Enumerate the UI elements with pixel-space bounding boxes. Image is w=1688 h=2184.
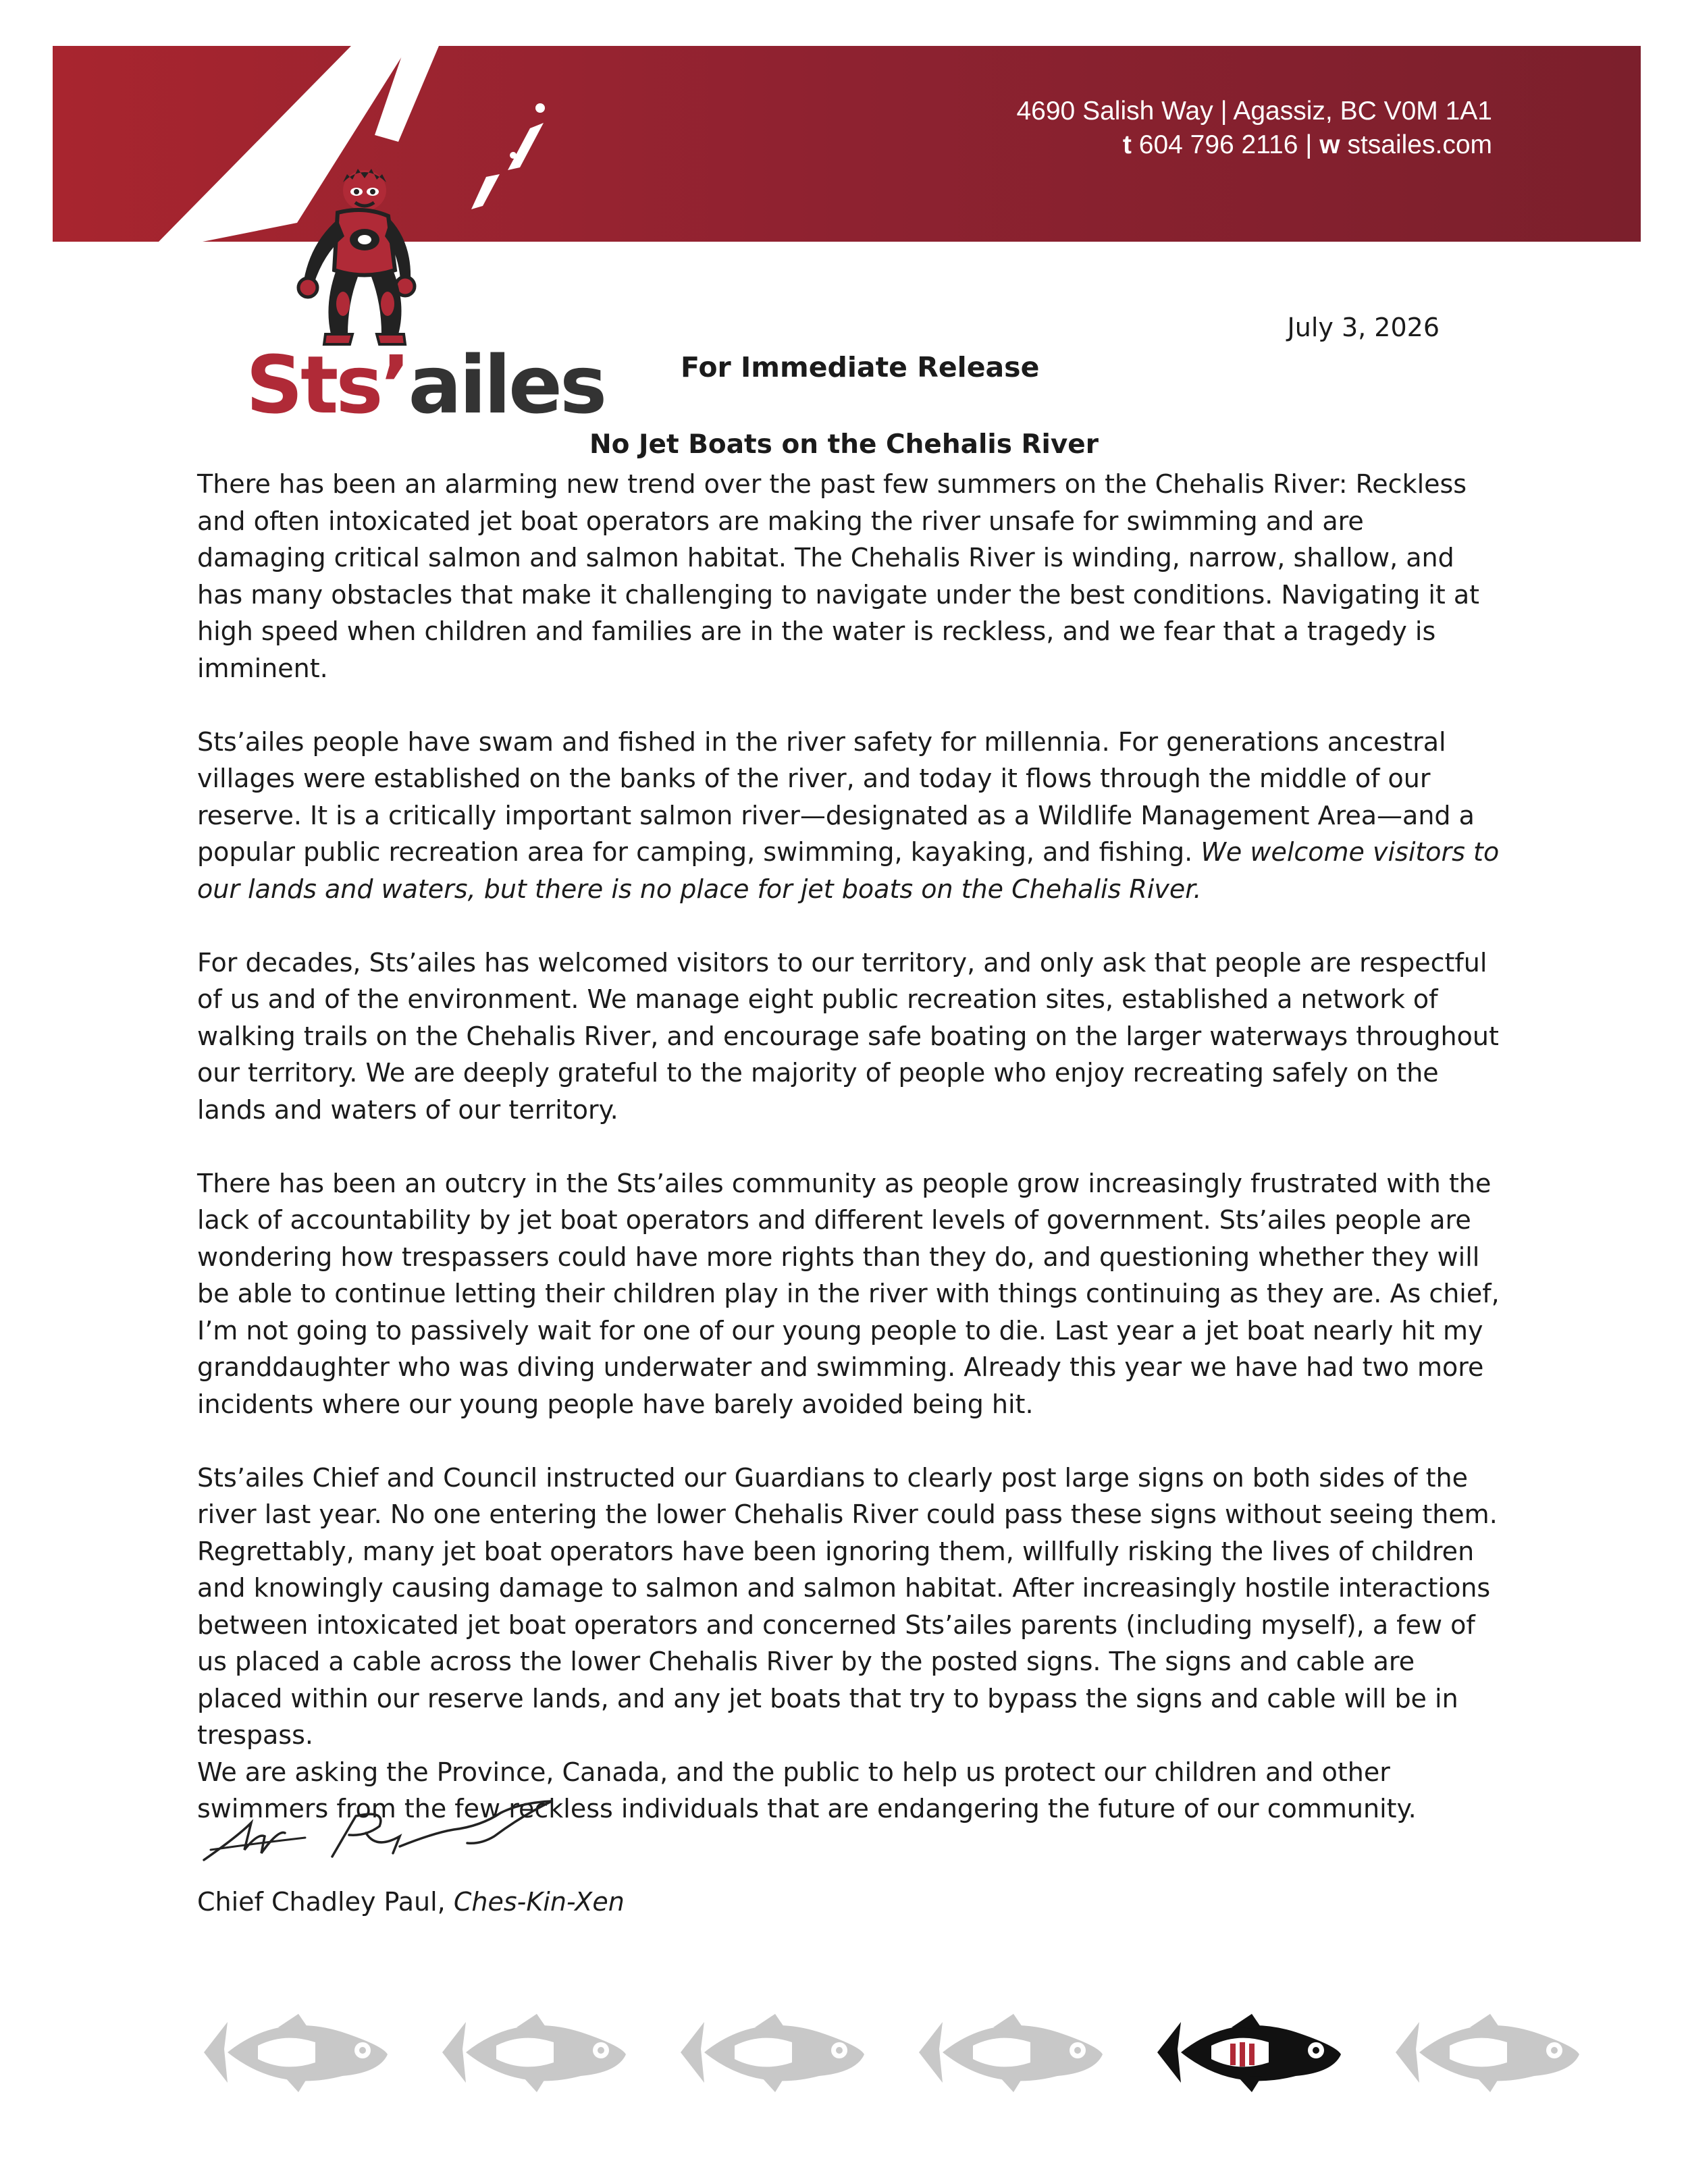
paragraph-2-text: Sts’ailes people have swam and fished in the river safety for millennia. For generations ancestral villages were established on the banks of the river, and today it flows through the middle of our reserve. It is a critically important salmon river—designated as a Wildlife Management Area—and a popular public recreation area for camping, swimming, kayaking, and fishing. [197,726,1475,867]
logo-wordmark-red: Sts’ [246,338,408,431]
letter-date: July 3, 2026 [1287,313,1440,342]
phone-label: t [1122,130,1132,159]
paragraph-1: There has been an alarming new trend over the past few summers on the Chehalis River: Reckless and often intoxicated jet boat operators are making the river unsafe for swimming and are damaging critical salmon and salmon habitat. The Chehalis River is winding, narrow, shallow, and has many obstacles that make it challenging to navigate under the best conditions. Navigating it at high speed when children and families are in the water is reckless, and we fear that a tragedy is imminent. [197,469,1480,683]
salmon-icon-highlight [1151,2008,1346,2096]
logo-figure-icon [263,162,425,358]
letterhead-contact [1016,95,1492,162]
signer-line [197,1887,625,1917]
salmon-icon [436,2008,631,2096]
salmon-icon [912,2008,1108,2096]
paragraph-6: We are asking the Province, Canada, and the public to help us protect our children and other swimmers from the few reckless individuals that are endangering the future of our community. [197,1757,1417,1823]
salmon-icon [1389,2008,1585,2096]
paragraph-4: There has been an outcry in the Sts’ailes community as people grow increasingly frustrated with the lack of accountability by jet boat operators and different levels of government. Sts’ailes people are wondering how trespassers could have more rights than they do, and questioning whether they will be able to continue letting their children play in the river with things continuing as they are. As chief, I’m not going to passively wait for one of our young people to die. Last year a jet boat nearly hit my granddaughter who was diving underwater and swimming. Already this year we have had two more incidents where our young people have barely avoided being hit. [197,1168,1500,1419]
address-line: 4690 Salish Way | Agassiz, BC V0M 1A1 [1016,97,1492,126]
paragraph-2-italic: We welcome visitors to our lands and waters, but there is no place for jet boats on the Chehalis River. [197,837,1500,904]
website-link[interactable]: stsailes.com [1347,130,1492,159]
headline: No Jet Boats on the Chehalis River [589,429,1099,460]
logo-wordmark-dark: ailes [408,338,605,431]
logo-wordmark [246,338,605,431]
phone-number: 604 796 2116 [1138,130,1298,159]
salmon-icon [674,2008,870,2096]
phone-web-line: t 604 796 2116 | w stsailes.com [1122,130,1492,159]
salmon-icon [197,2008,393,2096]
paragraph-2 [197,724,1500,908]
signer-title: Ches-Kin-Xen [453,1887,625,1917]
paragraph-3: For decades, Sts’ailes has welcomed visitors to our territory, and only ask that people are respectful of us and of the environment. We manage eight public recreation sites, established a network of walking trails on the Chehalis River, and encourage safe boating on the larger waterways throughout our territory. We are deeply grateful to the majority of people who enjoy recreating safely on the lands and waters of our territory. [197,947,1499,1125]
release-label: For Immediate Release [681,351,1040,383]
web-label: w [1319,130,1340,159]
letter-body [197,466,1500,1828]
signer-name: Chief Chadley Paul, [197,1887,446,1917]
signature-image [197,1796,575,1877]
paragraph-5: Sts’ailes Chief and Council instructed our Guardians to clearly post large signs on both sides of the river last year. No one entering the lower Chehalis River could pass these signs without seeing them. Regrettably, many jet boat operators have been ignoring them, willfully risking the lives of children and knowingly causing damage to salmon and salmon habitat. After increasingly hostile interactions between intoxicated jet boat operators and concerned Sts’ailes parents (including myself), a few of us placed a cable across the lower Chehalis River by the posted signs. The signs and cable are placed within our reserve lands, and any jet boats that try to bypass the signs and cable will be in trespass. [197,1462,1498,1750]
